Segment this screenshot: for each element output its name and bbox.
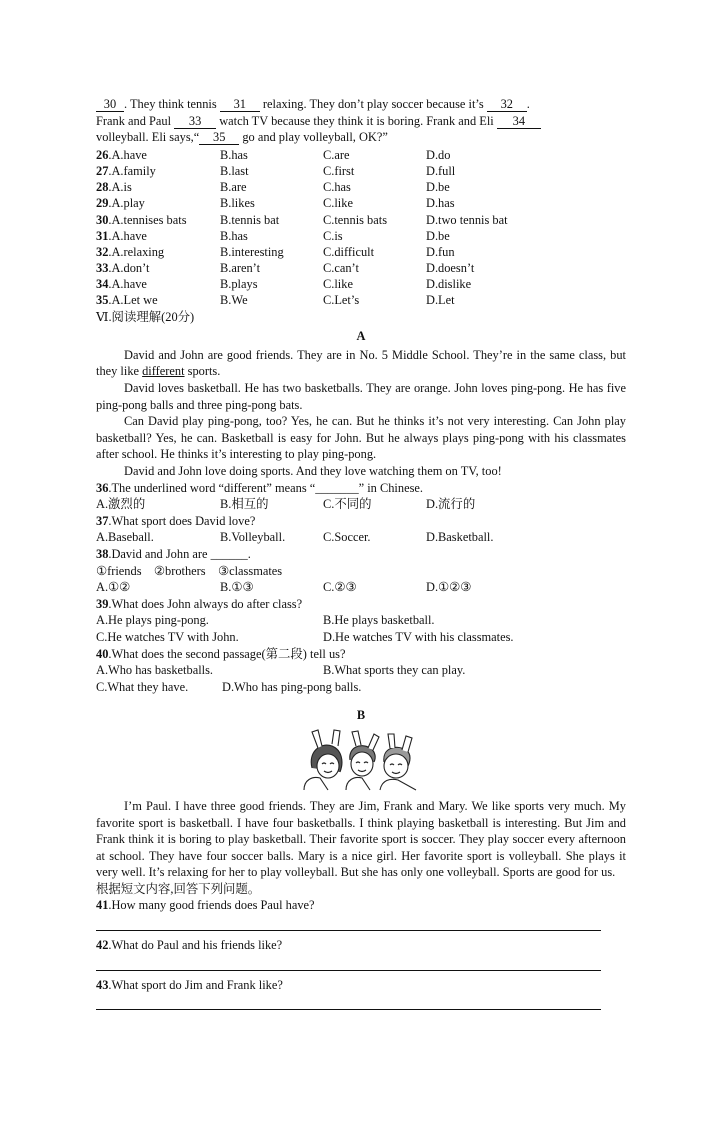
question-number: 35	[96, 293, 109, 308]
option-a: .A.is	[108, 180, 132, 195]
cloze-text: Frank and Paul	[96, 113, 175, 128]
option-b: B.What sports they can play.	[323, 663, 466, 678]
option-c: C.tennis bats	[323, 212, 388, 227]
question-36	[96, 480, 626, 513]
question-37	[96, 513, 626, 546]
question-39	[96, 596, 626, 646]
option-c: C.Soccer.	[323, 530, 371, 545]
option-b: B.tennis bat	[220, 212, 280, 227]
option-c: C.are	[323, 147, 350, 162]
option-a: .A.have	[108, 147, 147, 162]
question-number: 43	[96, 977, 109, 992]
cloze-text: volleyball. Eli says,“	[96, 130, 200, 145]
question-number: 34	[96, 277, 109, 292]
question-41	[96, 897, 626, 931]
option-c: C.has	[323, 180, 351, 195]
option-d: D.①②③	[426, 580, 472, 595]
option-d: D.be	[426, 228, 450, 243]
question-row	[96, 212, 626, 228]
option-b: B.相互的	[220, 497, 269, 512]
option-c: C.difficult	[323, 244, 375, 259]
option-d: D.has	[426, 196, 455, 211]
paragraph-text: sports.	[184, 364, 221, 379]
question-number: 26	[96, 147, 109, 162]
cloze-line-2	[96, 113, 626, 130]
option-d: D.流行的	[426, 497, 476, 512]
section-title: Ⅵ.阅读理解(20分)	[96, 309, 195, 324]
passage-a-paragraph-4: David and John love doing sports. And they love watching them on TV, too!	[124, 464, 502, 478]
option-a: A.激烈的	[96, 497, 146, 512]
question-row	[96, 228, 626, 244]
option-c: C.He watches TV with John.	[96, 629, 239, 644]
option-c: C.like	[323, 196, 353, 211]
options-row-2	[96, 679, 626, 696]
option-c: C.What they have.	[96, 679, 189, 694]
option-c: C.is	[323, 228, 343, 243]
option-b: B.Volleyball.	[220, 530, 286, 545]
girl-arm	[304, 777, 328, 790]
option-d: D.doesn’t	[426, 261, 475, 276]
option-d: D.dislike	[426, 277, 472, 292]
option-c: C.不同的	[323, 497, 372, 512]
question-text: .The underlined word “different” means “_______” in Chinese.	[108, 480, 423, 495]
question-number: 38	[96, 546, 109, 561]
option-d: D.He watches TV with his classmates.	[323, 629, 514, 644]
boy2-face	[384, 754, 408, 778]
question-number: 29	[96, 196, 109, 211]
option-c: C.like	[323, 277, 353, 292]
question-number: 33	[96, 261, 109, 276]
answer-line[interactable]	[96, 914, 601, 931]
answer-line[interactable]	[96, 993, 601, 1010]
option-b: B.has	[220, 228, 248, 243]
question-number: 39	[96, 596, 109, 611]
blank-31: 31	[220, 98, 260, 112]
exam-page	[96, 96, 626, 1011]
cloze-options	[96, 147, 626, 309]
options-row-1	[96, 612, 626, 629]
option-b: B.We	[220, 293, 248, 308]
cloze-text: watch TV because they think it is boring. Frank and Eli	[216, 113, 497, 128]
option-a: .A.Let we	[108, 293, 158, 308]
question-40	[96, 646, 626, 696]
option-b: B.has	[220, 147, 248, 162]
blank-34: 34	[497, 115, 541, 129]
options-row-2	[96, 629, 626, 646]
question-text: .What does John always do after class?	[108, 596, 303, 611]
option-a: .A.don’t	[108, 261, 150, 276]
cloze-text: go and play volleyball, OK?”	[239, 130, 388, 145]
boy-face	[351, 752, 373, 776]
option-b: B.①③	[220, 580, 254, 595]
question-items: ①friends ②brothers ③classmates	[96, 563, 283, 578]
option-b: B.interesting	[220, 244, 284, 259]
answer-line[interactable]	[96, 954, 601, 971]
option-a: .A.tennises bats	[108, 212, 187, 227]
option-a: .A.play	[108, 196, 145, 211]
question-number: 30	[96, 212, 109, 227]
options-row-1	[96, 662, 626, 679]
question-number: 31	[96, 228, 109, 243]
blank-30: 30	[96, 98, 124, 112]
option-d: D.be	[426, 180, 450, 195]
question-43	[96, 977, 626, 1011]
cloze-text: .	[526, 97, 530, 111]
blank-33: 33	[174, 115, 216, 129]
question-row	[96, 163, 626, 179]
question-row	[96, 179, 626, 195]
option-d: D.Basketball.	[426, 530, 494, 545]
option-a: .A.relaxing	[108, 244, 165, 259]
option-a: .A.have	[108, 277, 147, 292]
question-row	[96, 244, 626, 260]
option-a: A.①②	[96, 580, 131, 595]
blank-32: 32	[487, 98, 527, 112]
passage-a-paragraph-2: David loves basketball. He has two basketballs. They are orange. John loves ping-pong. He has five ping-pong balls and three ping-pong bats.	[96, 381, 626, 412]
cloze-line-1	[96, 96, 626, 113]
question-row	[96, 292, 626, 308]
option-a: .A.have	[108, 228, 147, 243]
passage-a-paragraph-3: Can David play ping-pong, too? Yes, he can. But he thinks it’s not very interesting. Can John play basketball? Yes, he can. Basketball is easy for John. But he always plays ping-pong with his classmates after school. He thinks it’s interesting to play ping-pong.	[96, 414, 626, 462]
question-row	[96, 195, 626, 211]
question-text: .What sport do Jim and Frank like?	[108, 977, 283, 992]
question-number: 42	[96, 938, 109, 953]
option-b: B.are	[220, 180, 247, 195]
option-d: D.Who has ping-pong balls.	[222, 679, 362, 694]
question-text: .What sport does David love?	[108, 513, 256, 528]
question-38	[96, 546, 626, 596]
option-d: D.fun	[426, 244, 455, 259]
options	[96, 496, 626, 513]
question-row	[96, 276, 626, 292]
passage-b-label: B	[356, 708, 366, 723]
question-number: 37	[96, 513, 109, 528]
underlined-word: different	[142, 364, 185, 379]
paragraph-text: David and John are good friends. They are in No. 5 Middle School. They’re in the same class, but they like	[96, 347, 626, 379]
question-number: 40	[96, 646, 109, 661]
question-number: 41	[96, 898, 109, 913]
option-c: C.first	[323, 163, 355, 178]
question-text: .What does the second passage(第二段) tell us?	[108, 646, 346, 661]
options	[96, 579, 626, 596]
option-d: D.do	[426, 147, 451, 162]
option-b: B.plays	[220, 277, 258, 292]
options	[96, 529, 626, 546]
question-42	[96, 937, 626, 971]
question-text: .David and John are ______.	[108, 546, 251, 561]
option-a: A.Baseball.	[96, 530, 154, 545]
question-number: 27	[96, 163, 109, 178]
question-row	[96, 260, 626, 276]
option-d: D.full	[426, 163, 456, 178]
option-b: B.aren’t	[220, 261, 261, 276]
cloze-text: relaxing. They don’t play soccer because it’s	[259, 97, 487, 111]
question-text: .What do Paul and his friends like?	[108, 938, 283, 953]
option-b: B.last	[220, 163, 249, 178]
option-a: .A.family	[108, 163, 156, 178]
question-number: 28	[96, 180, 109, 195]
question-number: 32	[96, 244, 109, 259]
option-b: B.He plays basketball.	[323, 613, 435, 628]
question-number: 36	[96, 480, 109, 495]
cloze-text: . They think tennis	[124, 97, 220, 111]
option-b: B.likes	[220, 196, 255, 211]
blank-35: 35	[199, 131, 239, 145]
option-c: C.can’t	[323, 261, 359, 276]
option-a: A.Who has basketballs.	[96, 663, 213, 678]
cloze-line-3	[96, 129, 626, 146]
instruction: 根据短文内容,回答下列问题。	[96, 881, 261, 896]
passage-b-text: I’m Paul. I have three good friends. They are Jim, Frank and Mary. We like sports very much. My favorite sport is basketball. I have four basketballs. I think playing basketball is interesting. But Jim and Frank think it is boring to play basketball. Their favorite sport is soccer. They play soccer every afternoon at school. They have four soccer balls. Mary is a nice girl. Her favorite sport is volleyball. She plays it very well. It’s relaxing for her to play volleyball. But she has only one volleyball. Sports are good for us.	[96, 798, 626, 880]
children-illustration	[298, 728, 424, 792]
option-a: A.He plays ping-pong.	[96, 613, 209, 628]
passage-a-label: A	[356, 329, 366, 344]
girl-face	[317, 754, 339, 778]
question-text: .How many good friends does Paul have?	[108, 898, 315, 913]
question-row	[96, 147, 626, 163]
option-c: C.②③	[323, 580, 357, 595]
option-d: D.two tennis bat	[426, 212, 508, 227]
option-c: C.Let’s	[323, 293, 360, 308]
passage-a-paragraph-1	[96, 347, 626, 380]
option-d: D.Let	[426, 293, 455, 308]
